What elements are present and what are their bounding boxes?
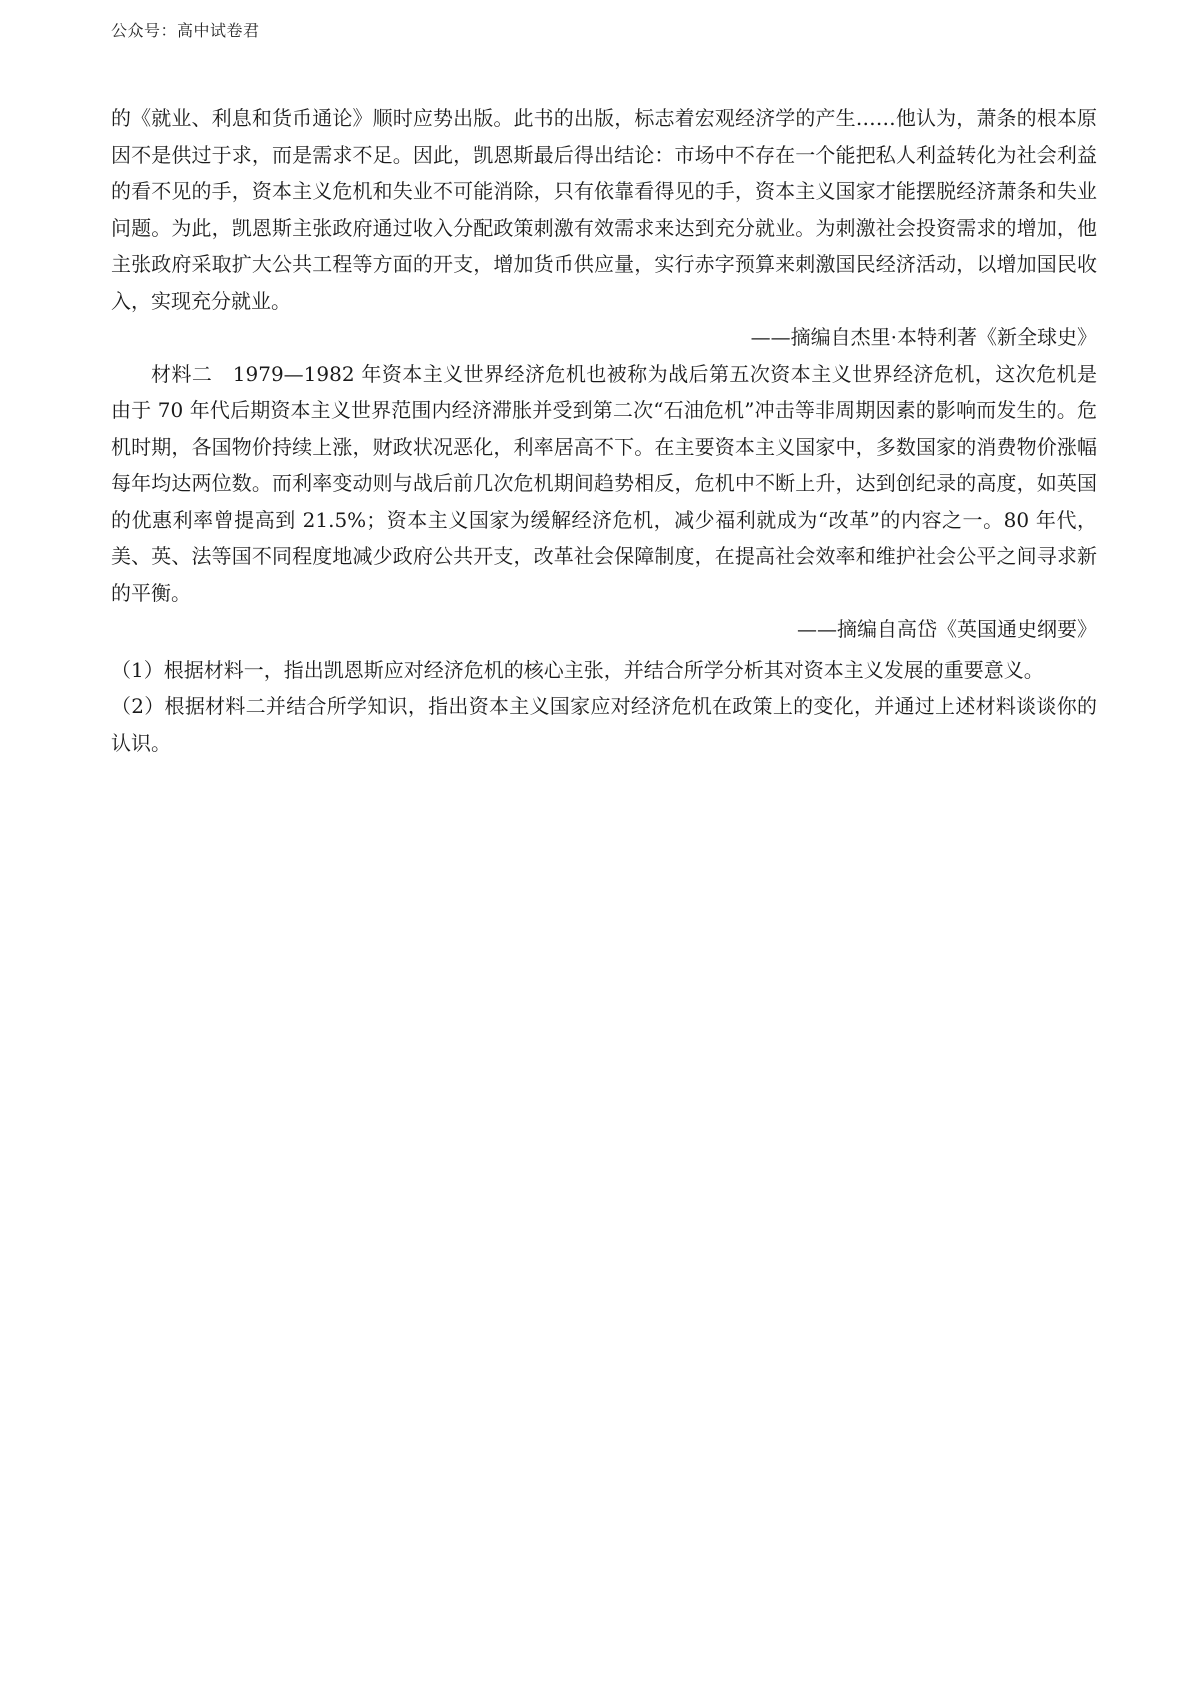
question-two: （2）根据材料二并结合所学知识，指出资本主义国家应对经济危机在政策上的变化，并通过上述材料谈谈你的认识。	[111, 694, 1097, 755]
material-two-text: 材料二 1979—1982 年资本主义世界经济危机也被称为战后第五次资本主义世界经济危机，这次危机是由于 70 年代后期资本主义世界范围内经济滞胀并受到第二次“石油危机”冲击等非周期因素的影响而发生的。危机时期，各国物价持续上涨，财政状况恶化，利率居高不下。在主要资本主义国家中，多数国家的消费物价涨幅每年均达两位数。而利率变动则与战后前几次危机期间趋势相反，危机中不断上升，达到创纪录的高度，如英国的优惠利率曾提高到 21.5%；资本主义国家为缓解经济危机，减少福利就成为“改革”的内容之一。80 年代，美、英、法等国不同程度地减少政府公共开支，改革社会保障制度，在提高社会效率和维护社会公平之间寻求新的平衡。	[111, 361, 1097, 605]
question-one: （1）根据材料一，指出凯恩斯应对经济危机的核心主张，并结合所学分析其对资本主义发展的重要意义。	[111, 657, 1044, 682]
material-one-text: 的《就业、利息和货币通论》顺时应势出版。此书的出版，标志着宏观经济学的产生……他认为，萧条的根本原因不是供过于求，而是需求不足。因此，凯恩斯最后得出结论：市场中不存在一个能把私人利益转化为社会利益的看不见的手，资本主义危机和失业不可能消除，只有依靠看得见的手，资本主义国家才能摆脱经济萧条和失业问题。为此，凯恩斯主张政府通过收入分配政策刺激有效需求来达到充分就业。为刺激社会投资需求的增加，他主张政府采取扩大公共工程等方面的开支，增加货币供应量，实行赤字预算来刺激国民经济活动，以增加国民收入，实现充分就业。	[111, 106, 1097, 313]
material-two-source: ——摘编自高岱《英国通史纲要》	[797, 617, 1097, 641]
document-body	[111, 100, 1097, 761]
page-header: 公众号：高中试卷君	[111, 21, 260, 40]
material-one-source: ——摘编自杰里·本特利著《新全球史》	[750, 325, 1097, 349]
